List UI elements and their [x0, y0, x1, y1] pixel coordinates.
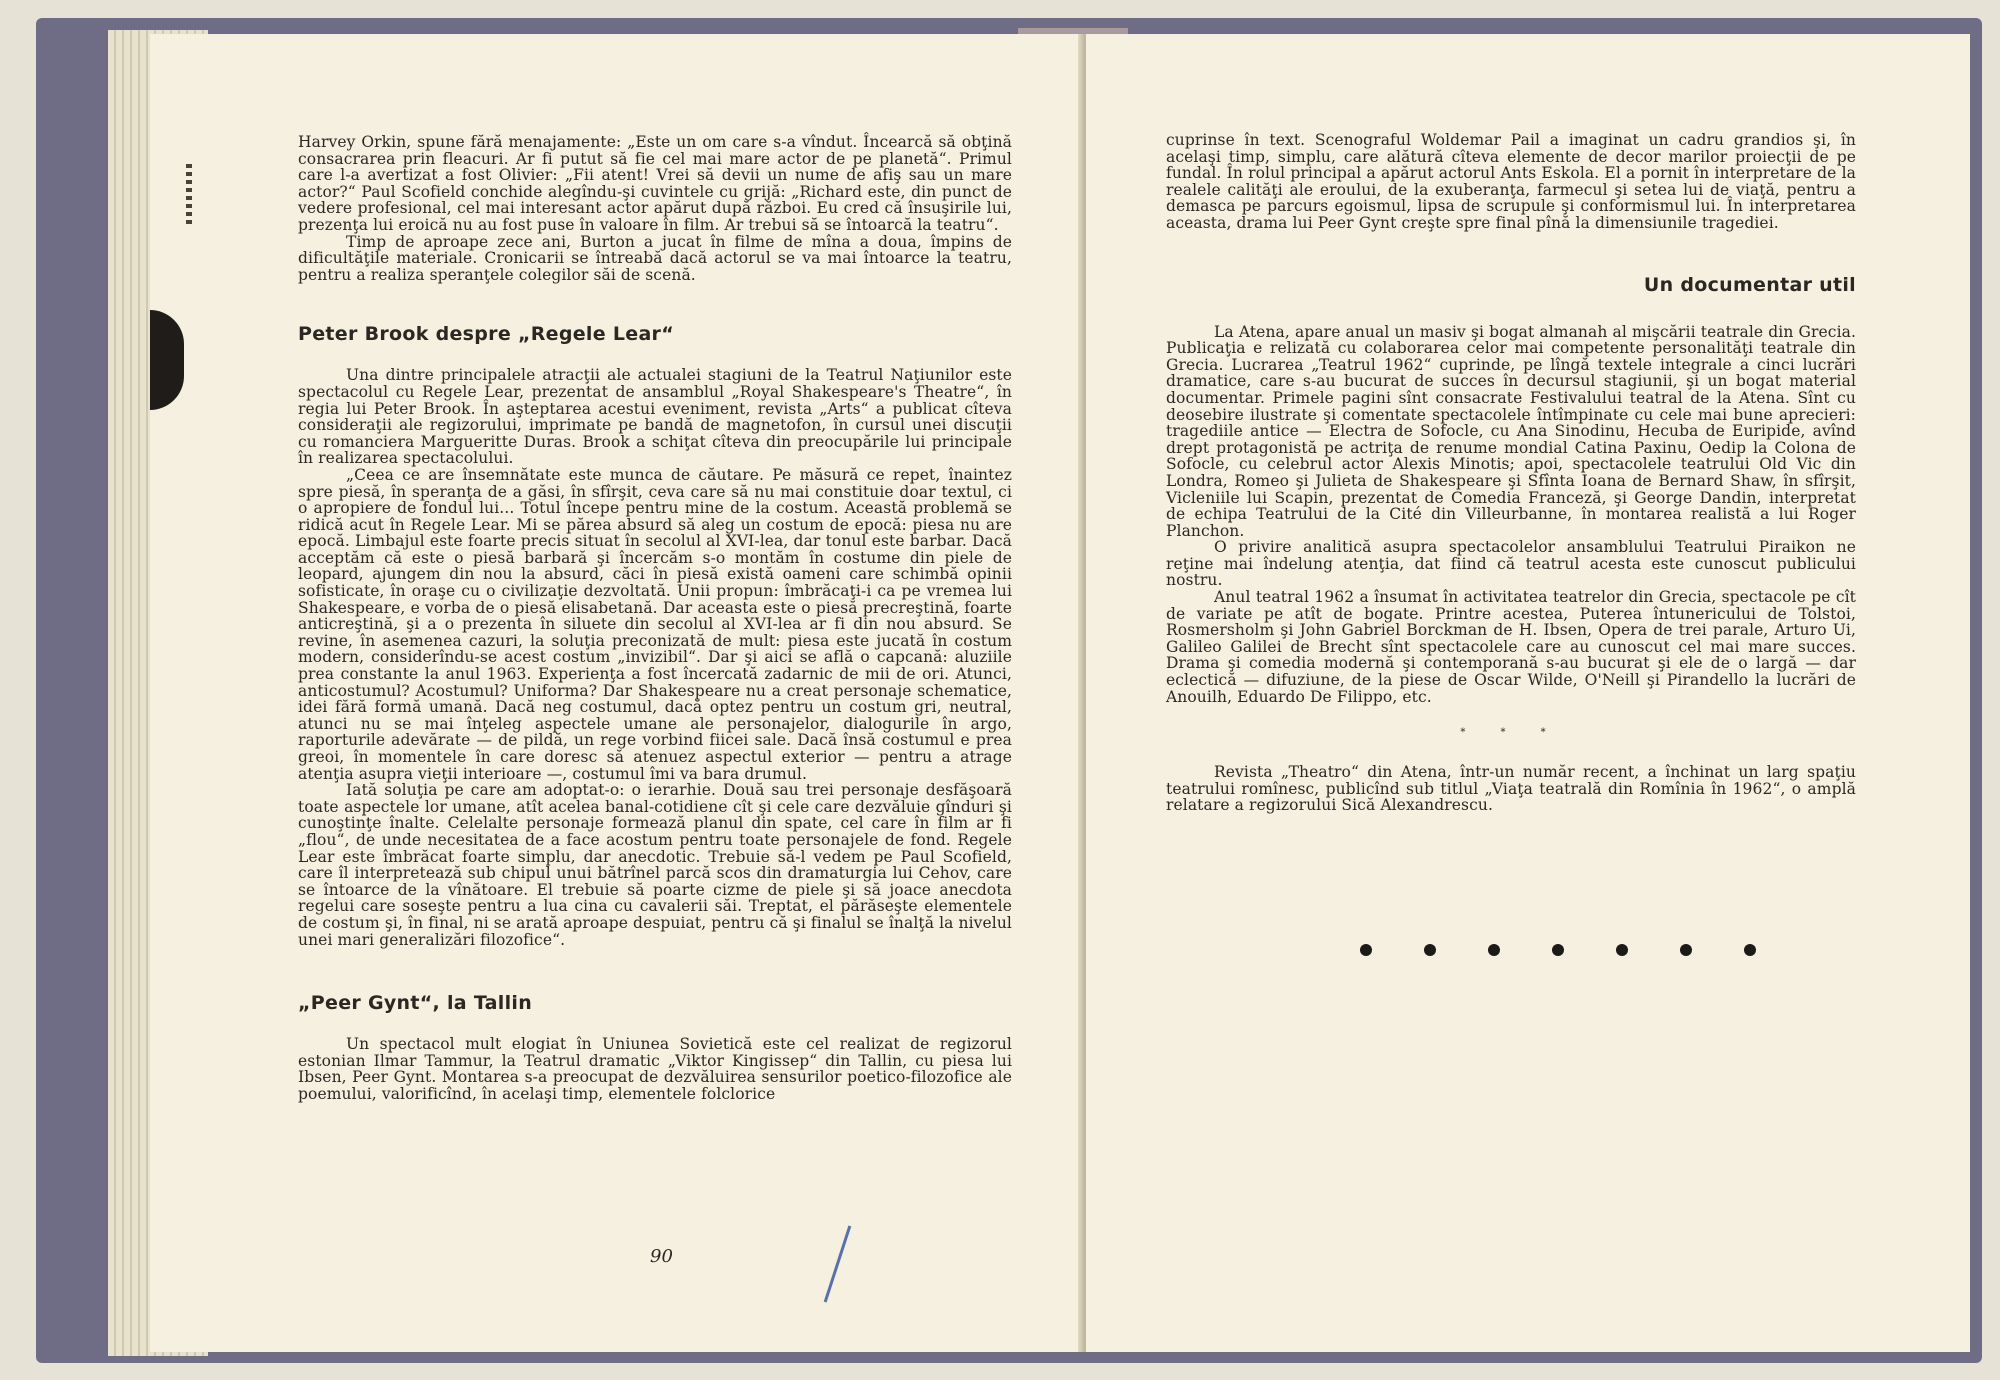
peter-brook-paragraph-2: „Ceea ce are însemnătate este munca de căutare. Pe măsură ce repet, înaintez spre piesă, în speranţa de a găsi, în sfîrşit, ceva care să nu mai constituie doar textul, ci o apropiere de fondul lui... Totul începe pentru mine de la costum. Această problemă se ridică acut în Regele Lear. Mi se părea absurd să aleg un costum de epocă: piesa nu are epocă. Limbajul este foarte precis situat în secolul al XVI-lea, dar tonul este barbar. Dacă acceptăm că este o piesă barbară şi încercăm s-o montăm în costume din piele de leopard, ajungem din nou la absurd, căci în piesă există oameni care schimbă opinii sofisticate, în oraşe cu o civilizaţie dezvoltată. Unii propun: îmbrăcaţi-i ca pe vremea lui Shakespeare, e vorba de o piesă elisabetană. Dar aceasta este o piesă precreştină, foarte anticreştină, şi a o prezenta în siluete din secolul al XVI-lea ar fi din nou absurd. Se revine, în asemenea cazuri, la soluţia preconizată de mult: piesa este jucată în costum modern, considerîndu-se acest costum „invizibil“. Dar şi aici se află o capcană: aluziile prea constante la anul 1963. Experienţa a fost încercată zadarnic de mii de ori. Atunci, anticostumul? Acostumul? Uniforma? Dar Shakespeare nu a creat personaje schematice, idei fără formă umană. Dacă neg costumul, dacă optez pentru un costum gri, neutral, atunci nu se mai înţeleg aspectele umane ale personajelor, dialogurile în argo, raporturile adevărate — de pildă, un rege vorbind fiicei sale. Dacă însă costumul e prea greoi, în momentele în care doresc să atenuez aspectul exterior — pentru a atrage atenţia asupra vieţii interioare —, costumul îmi va bara drumul.: [298, 465, 1012, 783]
dot: [1616, 944, 1628, 956]
margin-block: [150, 310, 184, 410]
decorative-dots: [1360, 944, 1756, 956]
documentar-paragraph-3: Anul teatral 1962 a însumat în activitatea teatrelor din Grecia, spectacole pe cît de variate pe atît de bogate. Printre acestea, Puterea întunericului de Tolstoi, Rosmersholm şi John Gabriel Borckman de H. Ibsen, Opera de trei parale, Arturo Ui, Galileo Galilei de Brecht sînt spectacolele care au cunoscut cel mai mare succes. Drama şi comedia modernă şi contemporană s-au bucurat şi ele de o largă — dar eclectică — difuziune, de la piese de Oscar Wilde, O'Neill şi Pirandello la lucrări de Anouilh, Eduardo De Filippo, etc.: [1166, 588, 1856, 706]
peter-brook-paragraph-1: Una dintre principalele atracţii ale actualei stagiuni de la Teatrul Naţiunilor este spectacolul cu Regele Lear, prezentat de ansamblul „Royal Shakespeare's Theatre“, în regia lui Peter Brook. În aşteptarea acestui eveniment, revista „Arts“ a publicat cîteva consideraţii ale regizorului, imprimate pe bandă de magnetofon, în cursul unei discuţii cu romanciera Margueritte Duras. Brook a schiţat cîteva din preocupările lui principale în realizarea spectacolului.: [298, 366, 1012, 468]
dot: [1424, 944, 1436, 956]
dot: [1488, 944, 1500, 956]
documentar-paragraph-1: La Atena, apare anual un masiv şi bogat almanah al mişcării teatrale din Grecia. Publicaţia e relizată cu colaborarea celor mai competente personalităţi teatrale din Grecia. Lucrarea „Teatrul 1962“ cuprinde, pe lîngă textele integrale a cinci lucrări dramatice, care s-au bucurat de succes în decursul stagiunii, şi un bogat material documentar. Primele pagini sînt consacrate Festivalului teatral de la Atena. Sînt cu deosebire ilustrate şi comentate spectacolele întîmpinate cu cele mai bune aprecieri: tragediile antice — Electra de Sofocle, cu Ana Sinodinu, Hecuba de Euripide, avînd drept protagonistă pe actriţa de renume mondial Catina Paxinu, Oedip la Colona de Sofocle, cu celebrul actor Alexis Minotis; apoi, spectacolele teatrului Old Vic din Londra, Romeo şi Julieta de Shakespeare şi Sfînta Ioana de Bernard Shaw, în sfîrşit, Vicleniile lui Scapin, prezentat de Comedia Franceză, şi George Dandin, interpretat de echipa Teatrului de la Cité din Villeurbanne, în montarea realistă a lui Roger Planchon.: [1166, 322, 1856, 540]
peer-gynt-paragraph-1: Un spectacol mult elogiat în Uniunea Sovietică este cel realizat de regizorul estonian Ilmar Tammur, la Teatrul dramatic „Viktor Kingissep“ din Tallin, cu piesa lui Ibsen, Peer Gynt. Montarea s-a preocupat de dezvăluirea sensurilor poetico-filozofice ale poemului, valorificînd, în acelaşi timp, elementele folclorice: [298, 1035, 1012, 1103]
dot: [1360, 944, 1372, 956]
section-title-documentar: Un documentar util: [1643, 273, 1856, 296]
right-page: [1086, 34, 1970, 1352]
peter-brook-paragraph-3: Iată soluţia pe care am adoptat-o: o ierarhie. Două sau trei personaje desfăşoară toate aspectele lor umane, atît acelea banal-cotidiene cît şi cele care dezvăluie gînduri şi cunoştinţe înalte. Celelalte personaje formează planul din spate, cel care în film ar fi „flou“, de unde necesitatea de a face acostum pentru toate personajele de fond. Regele Lear este îmbrăcat foarte simplu, dar anecdotic. Trebuie să-l vedem pe Paul Scofield, care îl interpretează sub chipul unui bătrînel parcă scos din dramaturgia lui Cehov, care se întoarce de la vînătoare. El trebuie să poarte cizme de piele şi să joace anecdota regelui care soseşte pentru a lua cina cu cavalerii săi. Treptat, el părăseşte elementele de costum şi, în final, ni se arată aproape despuiat, pentru că şi finalul se înalţă la nivelul unei mari generalizări filozofice“.: [298, 781, 1012, 949]
separator-stars: * * *: [1460, 727, 1562, 739]
intro-paragraph-1: Harvey Orkin, spune fără menajamente: „Este un om care s-a vîndut. Încearcă să obţină consacrarea prin fleacuri. Ar fi putut să fie cel mai mare actor de pe planetă“. Primul care l-a avertizat a fost Olivier: „Fii atent! Vrei să devii un nume de afiş sau un mare actor?“ Paul Scofield conchide alegîndu-şi cuvintele cu grijă: „Richard este, din punct de vedere profesional, cel mai interesant actor apărut după război. Eu cred că însuşirile lui, prezenţa lui eroică nu au fost puse în valoare în film. Ar trebui să se întoarcă la teatru“.: [298, 133, 1012, 234]
margin-mark: [186, 164, 192, 228]
page-number: 90: [650, 1246, 673, 1267]
documentar-paragraph-2: O privire analitică asupra spectacolelor ansamblului Teatrului Piraikon ne reţine mai îndelung atenţia, dat fiind că teatrul acesta este cunoscut publicului nostru.: [1166, 538, 1856, 590]
section-title-peter-brook: Peter Brook despre „Regele Lear“: [298, 323, 675, 346]
peer-gynt-continuation: cuprinse în text. Scenograful Woldemar Pail a imaginat un cadru grandios şi, în acelaşi timp, simplu, care alătură cîteva elemente de decor marilor proiecţii de pe fundal. În rolul principal a apărut actorul Ants Eskola. El a pornit în interpretare de la realele calităţi ale eroului, de la exuberanţa, farmecul şi setea lui de viaţă, pentru a demasca pe parcurs egoismul, lipsa de scrupule şi conformismul lui. În interpretarea aceasta, drama lui Peer Gynt creşte spre final pînă la dimensiunile tragediei.: [1166, 131, 1856, 232]
section-title-peer-gynt: „Peer Gynt“, la Tallin: [298, 992, 533, 1015]
left-page: [150, 34, 1082, 1352]
dot: [1744, 944, 1756, 956]
dot: [1680, 944, 1692, 956]
closing-paragraph: Revista „Theatro“ din Atena, într-un număr recent, a închinat un larg spaţiu teatrului romînesc, publicînd sub titlul „Viaţa teatrală din Romînia în 1962“, o amplă relatare a regizorului Sică Alexandrescu.: [1166, 763, 1856, 815]
intro-paragraph-2: Timp de aproape zece ani, Burton a jucat în filme de mîna a doua, împins de dificultăţile materiale. Cronicarii se întreabă dacă actorul se va mai întoarce la teatru, pentru a realiza speranţele colegilor săi de scenă.: [298, 232, 1012, 284]
dot: [1552, 944, 1564, 956]
pencil-mark: [824, 1225, 852, 1302]
open-book: [150, 34, 1970, 1352]
